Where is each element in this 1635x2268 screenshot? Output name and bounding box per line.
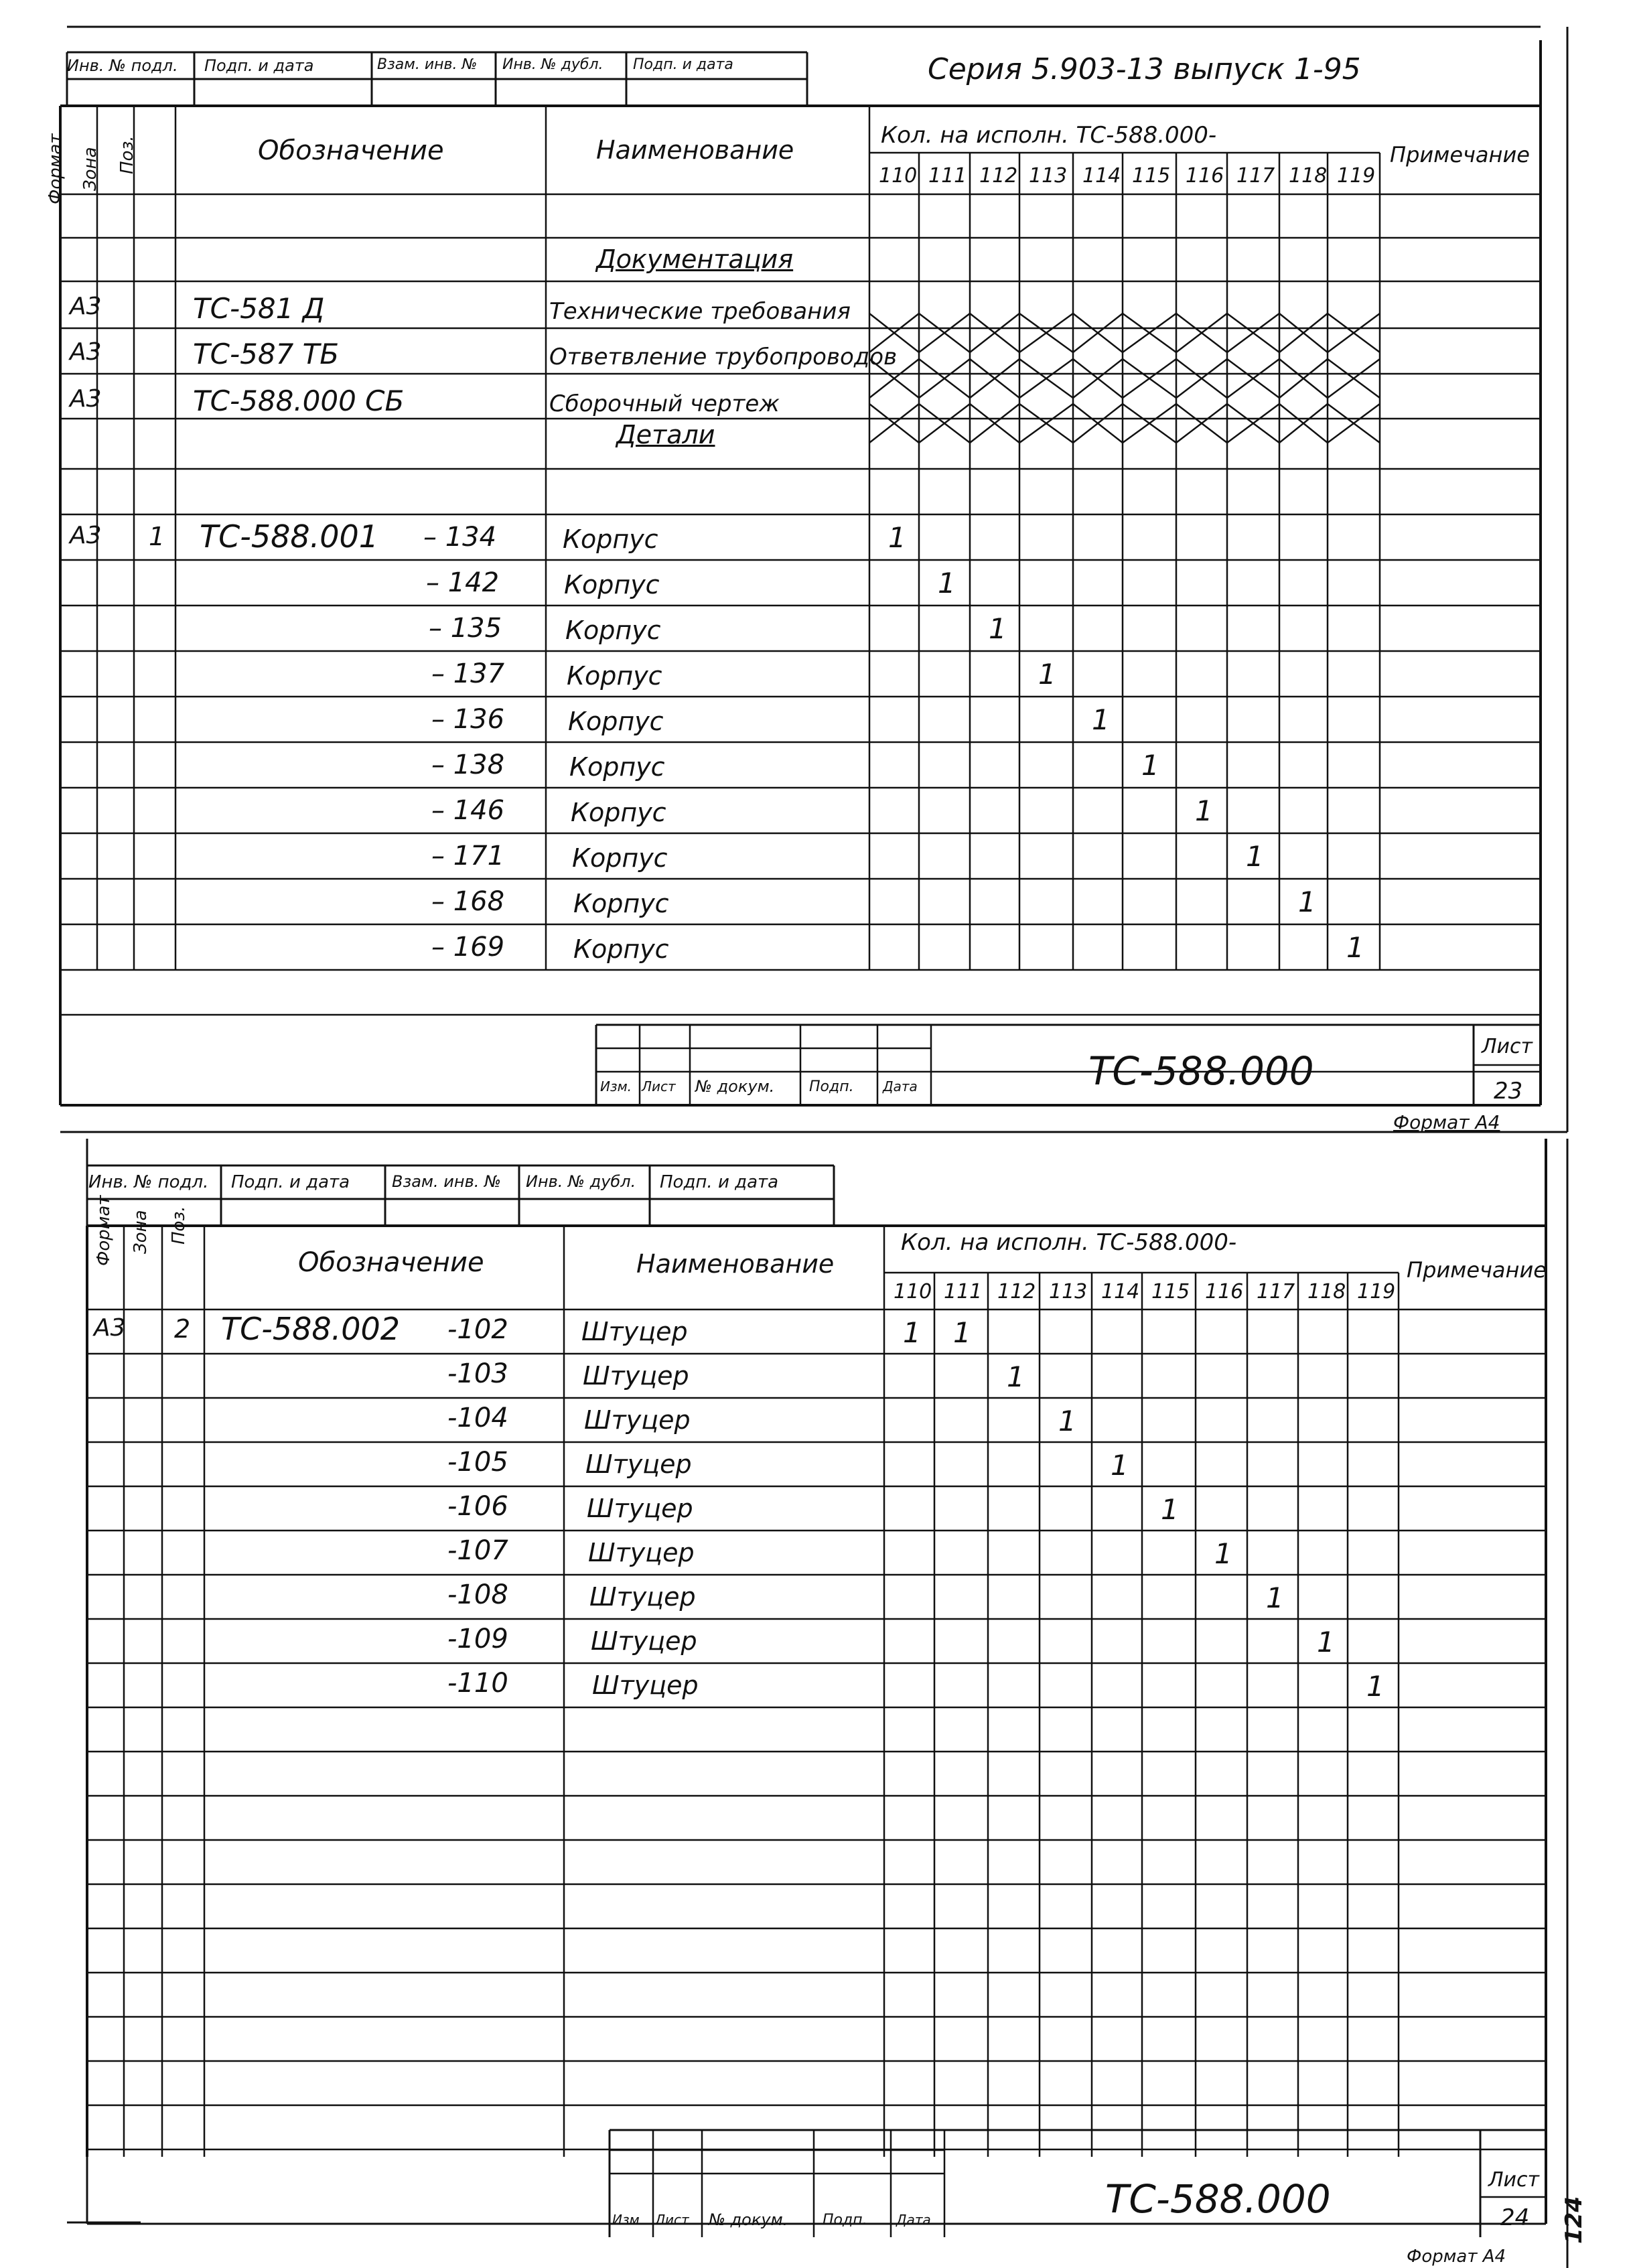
part-name: Штуцер: [585, 1449, 692, 1479]
tb-izm: Изм.: [600, 1078, 632, 1094]
variant-112: 112: [997, 1280, 1036, 1303]
variant-117: 117: [1257, 1280, 1295, 1303]
part-variant-suffix: – 137: [431, 658, 505, 689]
variant-113: 113: [1029, 164, 1068, 188]
part-variant-suffix: -108: [447, 1579, 508, 1610]
stamp-podp-data: Подп. и дата: [204, 56, 314, 75]
part-quantity: 1: [1195, 794, 1213, 827]
variant-115: 115: [1151, 1280, 1190, 1303]
part-quantity: 1: [1298, 885, 1316, 918]
variant-116: 116: [1186, 164, 1224, 188]
part-quantity: 1: [938, 567, 956, 599]
variant-116: 116: [1205, 1280, 1244, 1303]
part-designation: ТС-588.001: [200, 518, 379, 555]
part-position: 2: [174, 1314, 191, 1344]
part-quantity: 1: [1092, 703, 1110, 736]
doc-name: Сборочный чертеж: [549, 391, 780, 417]
part-quantity: 1: [1058, 1405, 1076, 1437]
part-name: Корпус: [564, 570, 660, 599]
part-variant-suffix: -104: [447, 1403, 508, 1433]
stamp-inv-podl: Инв. № подл.: [67, 56, 178, 75]
variant-119: 119: [1357, 1280, 1396, 1303]
tb-doc: № докум.: [709, 2210, 788, 2229]
col-note-header: Примечание: [1407, 1257, 1547, 1283]
format-note: Формат А4: [1407, 2247, 1506, 2267]
col-designation-header: Обозначение: [298, 1247, 484, 1278]
part-quantity: 1: [1007, 1360, 1025, 1393]
part-quantity: 1: [1366, 1670, 1384, 1703]
tb-date: Дата: [883, 1078, 918, 1094]
sheet-24-grid-lines: [0, 1139, 1635, 2268]
part-variant-suffix: – 134: [423, 522, 497, 553]
part-quantity: 1: [1141, 749, 1159, 782]
variant-110: 110: [879, 164, 918, 188]
part-variant-suffix: – 169: [431, 932, 505, 963]
col-qty-header: Кол. на исполн. ТС-588.000-: [901, 1229, 1237, 1256]
part-variant-suffix: – 168: [431, 886, 505, 917]
stamp-inv-dubl: Инв. № дубл.: [502, 56, 603, 73]
spec-sheet-24: [0, 1139, 1635, 2268]
col-pos-header: Поз.: [169, 1206, 189, 1245]
col-designation-header: Обозначение: [258, 135, 444, 166]
part-variant-suffix: – 142: [426, 567, 500, 598]
stamp-podp-data-2: Подп. и дата: [633, 56, 733, 73]
part-variant-suffix: – 146: [431, 795, 505, 826]
variant-117: 117: [1236, 164, 1275, 188]
variant-110: 110: [894, 1280, 932, 1303]
part-format: А3: [70, 522, 102, 549]
variant-119: 119: [1337, 164, 1376, 188]
tb-sheet-label: Лист: [1482, 1035, 1533, 1058]
part-name: Корпус: [569, 752, 665, 782]
format-note: Формат А4: [1393, 1111, 1500, 1133]
part-variant-suffix: -106: [447, 1491, 508, 1522]
doc-format: А3: [70, 338, 102, 366]
variant-113: 113: [1049, 1280, 1088, 1303]
part-variant-suffix: -105: [447, 1447, 508, 1478]
col-format-header: Формат: [46, 133, 66, 204]
variant-115: 115: [1132, 164, 1171, 188]
variant-114: 114: [1101, 1280, 1140, 1303]
stamp-podp-data-2: Подп. и дата: [660, 1172, 779, 1192]
part-quantity: 1: [1266, 1581, 1284, 1614]
tb-list: Лист: [642, 1078, 676, 1094]
tb-sheet-number: 23: [1494, 1078, 1523, 1105]
part-name: Корпус: [573, 934, 669, 964]
part-variant-suffix: -110: [447, 1668, 508, 1699]
part-name: Штуцер: [584, 1405, 691, 1435]
variant-112: 112: [979, 164, 1018, 188]
tb-code: ТС-588.000: [1088, 1048, 1314, 1094]
stamp-inv-dubl: Инв. № дубл.: [526, 1172, 636, 1191]
tb-izm: Изм.: [612, 2212, 644, 2228]
part-name: Корпус: [568, 707, 664, 736]
part-quantity: 1: [1346, 931, 1364, 964]
part-quantity: 1: [1246, 840, 1264, 873]
part-name: Корпус: [567, 661, 662, 691]
variant-111: 111: [944, 1280, 983, 1303]
col-format-header: Формат: [94, 1195, 114, 1266]
stamp-inv-podl: Инв. № подл.: [88, 1172, 209, 1192]
part-variant-suffix: -102: [447, 1314, 508, 1345]
col-qty-header: Кол. на исполн. ТС-588.000-: [881, 122, 1217, 149]
part-quantity: 1: [1214, 1537, 1232, 1570]
part-variant-suffix: -109: [447, 1624, 508, 1654]
variant-114: 114: [1082, 164, 1121, 188]
part-name: Штуцер: [587, 1494, 693, 1523]
section-documentation: Документация: [596, 244, 794, 274]
variant-118: 118: [1289, 164, 1328, 188]
doc-designation: ТС-581 Д: [193, 292, 325, 325]
tb-sign: Подп.: [809, 1078, 854, 1095]
part-designation: ТС-588.002: [221, 1311, 401, 1347]
variant-111: 111: [928, 164, 967, 188]
tb-code: ТС-588.000: [1105, 2176, 1331, 2222]
edge-page-mark: 124: [1561, 2196, 1587, 2244]
stamp-vzam-inv: Взам. инв. №: [392, 1172, 501, 1191]
part-quantity: 1: [903, 1316, 921, 1349]
doc-name: Ответвление трубопроводов: [549, 344, 898, 370]
col-zone-header: Зона: [131, 1210, 151, 1254]
part-name: Корпус: [563, 524, 658, 554]
part-name: Штуцер: [592, 1671, 699, 1700]
part-quantity: 1: [1161, 1493, 1179, 1526]
part-variant-suffix: -107: [447, 1535, 508, 1566]
part-name: Корпус: [573, 889, 669, 918]
part-variant-suffix: – 135: [429, 613, 502, 644]
tb-list: Лист: [655, 2212, 689, 2228]
col-pos-header: Поз.: [117, 135, 137, 174]
tb-sign: Подп.: [823, 2212, 867, 2228]
tb-sheet-number: 24: [1500, 2204, 1530, 2231]
col-name-header: Наименование: [596, 135, 794, 165]
part-name: Штуцер: [588, 1538, 695, 1567]
doc-format: А3: [70, 293, 102, 320]
part-quantity: 1: [1317, 1626, 1335, 1658]
part-name: Штуцер: [589, 1582, 696, 1612]
tb-sheet-label: Лист: [1488, 2168, 1540, 2192]
part-format: А3: [94, 1314, 126, 1342]
part-quantity: 1: [888, 521, 906, 554]
stamp-vzam-inv: Взам. инв. №: [377, 56, 478, 73]
col-zone-header: Зона: [80, 147, 100, 191]
stamp-podp-data: Подп. и дата: [231, 1172, 350, 1192]
doc-name: Технические требования: [549, 298, 851, 325]
part-name: Корпус: [565, 616, 661, 645]
part-quantity: 1: [1111, 1449, 1129, 1482]
part-variant-suffix: – 136: [431, 704, 505, 735]
variant-118: 118: [1307, 1280, 1346, 1303]
part-name: Штуцер: [583, 1361, 689, 1391]
doc-designation: ТС-588.000 СБ: [193, 384, 405, 417]
part-name: Штуцер: [591, 1626, 697, 1656]
tb-doc: № докум.: [695, 1077, 775, 1096]
part-variant-suffix: – 171: [431, 841, 505, 871]
part-quantity: 1: [1038, 658, 1056, 691]
part-variant-suffix: -103: [447, 1358, 508, 1389]
part-name: Корпус: [571, 798, 666, 827]
part-quantity: 1: [953, 1316, 971, 1349]
part-quantity: 1: [989, 612, 1007, 645]
part-name: Штуцер: [581, 1317, 688, 1346]
part-name: Корпус: [572, 843, 668, 873]
part-position: 1: [149, 522, 165, 551]
col-name-header: Наименование: [636, 1249, 835, 1279]
doc-designation: ТС-587 ТБ: [193, 338, 340, 370]
col-note-header: Примечание: [1390, 142, 1530, 167]
section-parts: Детали: [616, 420, 715, 449]
part-variant-suffix: – 138: [431, 750, 505, 780]
doc-format: А3: [70, 385, 102, 413]
series-header: Серия 5.903-13 выпуск 1-95: [928, 52, 1361, 86]
tb-date: Дата: [896, 2212, 931, 2228]
